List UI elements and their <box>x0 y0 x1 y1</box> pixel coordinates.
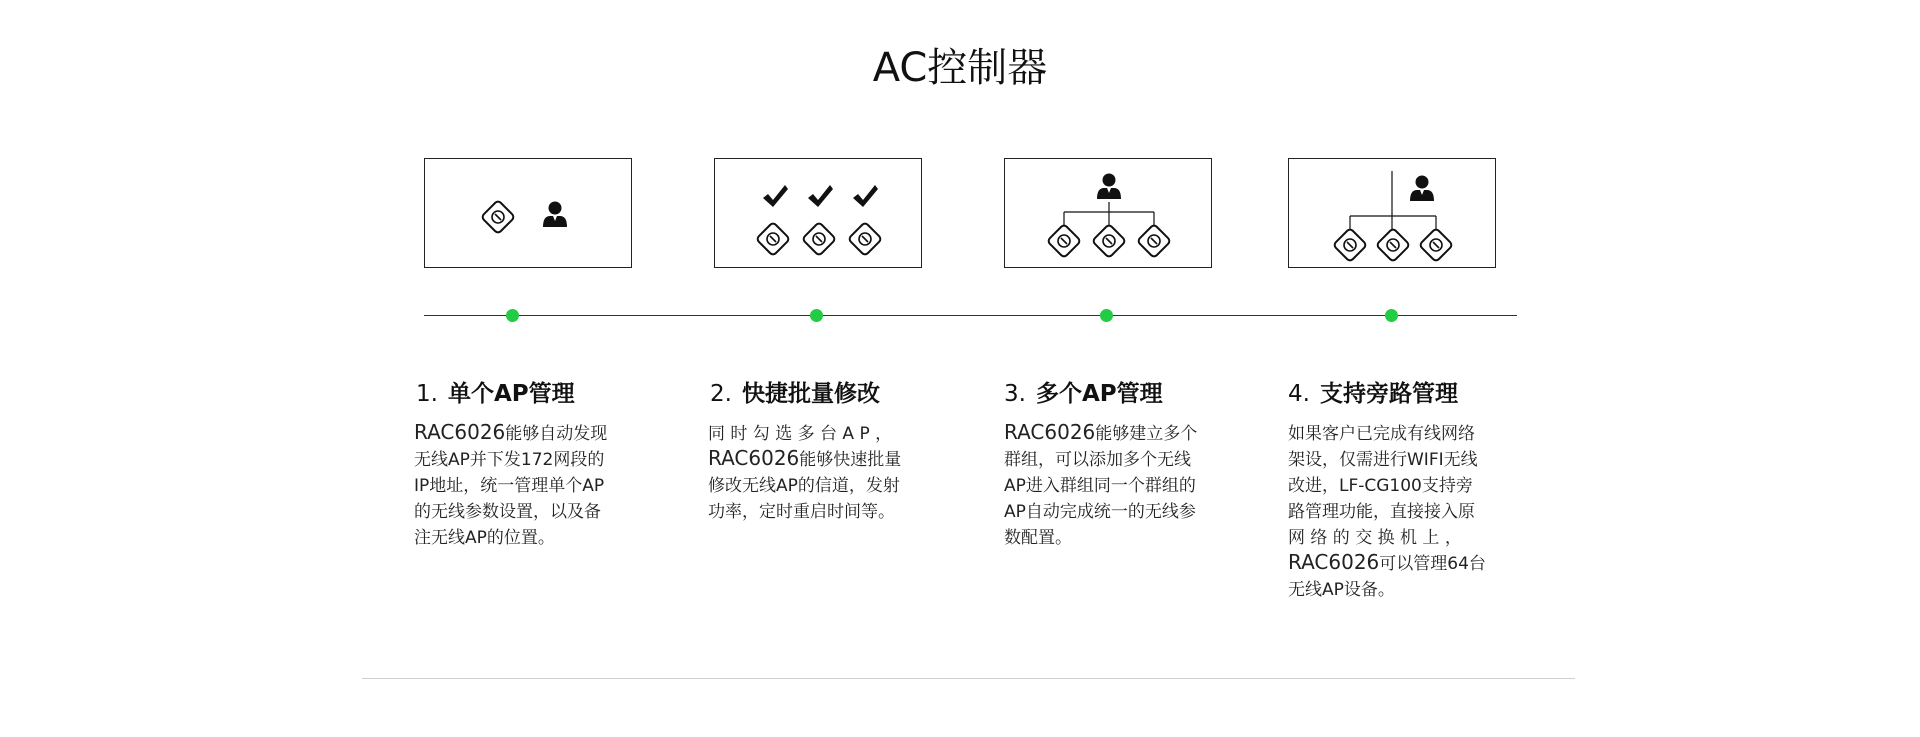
timeline-line <box>424 315 1517 316</box>
timeline-dot-1 <box>506 309 519 322</box>
step-label: 单个AP管理 <box>447 381 575 407</box>
step-label: 多个AP管理 <box>1035 381 1163 407</box>
desc-line: 架设，仅需进行WIFI无线 <box>1288 450 1478 470</box>
desc-line: 无线AP并下发172网段的 <box>414 450 605 470</box>
checkmark-icon <box>763 185 788 207</box>
desc-line: 如果客户已完成有线网络 <box>1288 424 1475 444</box>
checkmark-icon <box>853 185 878 207</box>
desc-line: 路管理功能，直接接入原 <box>1288 502 1475 522</box>
desc-line: 数配置。 <box>1004 528 1072 548</box>
ap-icon <box>1047 224 1081 258</box>
ap-icon <box>1419 228 1453 262</box>
panel-single-ap <box>424 158 632 268</box>
desc-line: RAC6026能够自动发现 <box>414 420 608 444</box>
step-description <box>1288 420 1510 602</box>
desc-line: 注无线AP的位置。 <box>414 528 555 548</box>
ap-icon <box>481 200 515 234</box>
user-icon <box>1097 174 1121 200</box>
user-icon <box>1410 176 1434 202</box>
step-description <box>1004 420 1226 550</box>
step-title <box>416 375 575 408</box>
step-description <box>708 420 930 524</box>
panel-multi-ap <box>1004 158 1212 268</box>
panel-bypass <box>1288 158 1496 268</box>
ap-icon <box>848 222 882 256</box>
step-number: 4. <box>1288 381 1310 407</box>
ap-icon <box>1137 224 1171 258</box>
step-label: 快捷批量修改 <box>741 381 880 407</box>
ap-icon <box>1376 228 1410 262</box>
ap-icon <box>756 222 790 256</box>
footer-divider <box>362 678 1575 679</box>
ap-icon <box>802 222 836 256</box>
desc-line: 的无线参数设置，以及备 <box>414 502 601 522</box>
timeline-dot-3 <box>1100 309 1113 322</box>
step-number: 1. <box>416 381 438 407</box>
timeline-dot-4 <box>1385 309 1398 322</box>
desc-line: RAC6026能够建立多个 <box>1004 420 1198 444</box>
step-title <box>1004 375 1163 408</box>
desc-line: 网 络 的 交 换 机 上 ， <box>1288 528 1462 548</box>
panel-batch-modify <box>714 158 922 268</box>
desc-line: 无线AP设备。 <box>1288 580 1395 600</box>
step-title <box>710 375 880 408</box>
step-description <box>414 420 636 550</box>
desc-line: 修改无线AP的信道，发射 <box>708 476 900 496</box>
step-number: 2. <box>710 381 732 407</box>
desc-line: AP进入群组同一个群组的 <box>1004 476 1196 496</box>
step-title <box>1288 375 1458 408</box>
desc-line: RAC6026能够快速批量 <box>708 446 902 470</box>
desc-line: IP地址，统一管理单个AP <box>414 476 605 496</box>
desc-line: RAC6026可以管理64台 <box>1288 550 1486 574</box>
ap-icon <box>1092 224 1126 258</box>
page-title: AC控制器 <box>872 45 1048 91</box>
step-label: 支持旁路管理 <box>1319 381 1458 407</box>
desc-line: 改进，LF-CG100支持旁 <box>1288 476 1473 496</box>
step-number: 3. <box>1004 381 1026 407</box>
user-icon <box>543 202 567 228</box>
checkmark-icon <box>808 185 833 207</box>
desc-line: 功率，定时重启时间等。 <box>708 502 895 522</box>
desc-line: 群组，可以添加多个无线 <box>1004 450 1191 470</box>
desc-line: 同 时 勾 选 多 台 A P ， <box>708 424 893 444</box>
ap-icon <box>1333 228 1367 262</box>
timeline-dot-2 <box>810 309 823 322</box>
desc-line: AP自动完成统一的无线参 <box>1004 502 1196 522</box>
